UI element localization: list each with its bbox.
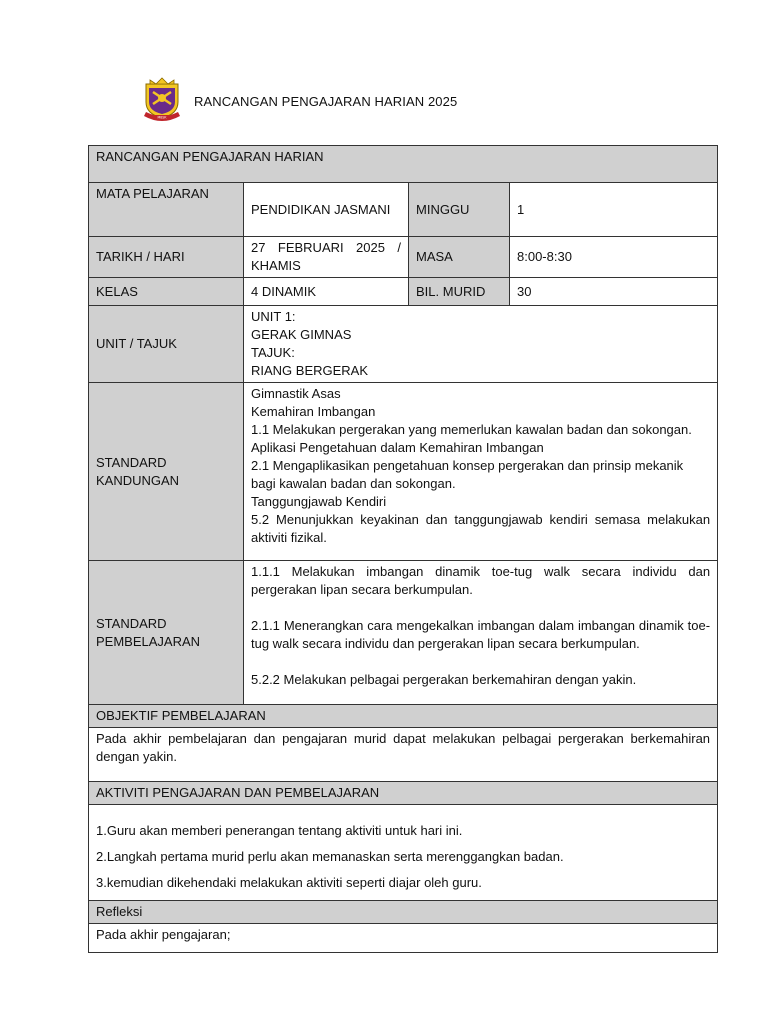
sp-item: 1.1.1 Melakukan imbangan dinamik toe-tug walk secara individu dan pergerakan lipan secara berkumpulan. [251,564,711,597]
aktiviti-label: AKTIVITI PENGAJARAN DAN PEMBELAJARAN [89,782,718,805]
bil-murid-label: BIL. MURID [409,278,510,306]
standard-kandungan-value [244,383,718,561]
standard-pembelajaran-value [244,561,718,705]
kelas-value: 4 DINAMIK [244,278,409,306]
sk-label-line: KANDUNGAN [96,472,180,488]
refleksi-text: Pada akhir pengajaran; [89,924,718,953]
aktiviti-item: 3.kemudian dikehendaki melakukan aktiviti seperti diajar oleh guru. [96,874,482,890]
minggu-label: MINGGU [409,183,510,237]
kelas-label: KELAS [89,278,244,306]
bil-murid-value: 30 [510,278,718,306]
mata-pelajaran-value: PENDIDIKAN JASMANI [244,183,409,237]
aktiviti-list [89,805,718,901]
svg-text:MBSK: MBSK [157,115,167,120]
sp-label-line: STANDARD [96,615,167,631]
sk-line: Aplikasi Pengetahuan dalam Kemahiran Imbangan [251,440,544,455]
standard-kandungan-label [89,383,244,561]
sk-line: Kemahiran Imbangan [251,404,376,419]
aktiviti-item: 2.Langkah pertama murid perlu akan memanaskan serta merenggangkan badan. [96,848,564,864]
sk-line: Gimnastik Asas [251,386,341,401]
unit-line: TAJUK: [251,345,295,360]
refleksi-label: Refleksi [89,901,718,924]
masa-label: MASA [409,237,510,278]
document-title: RANCANGAN PENGAJARAN HARIAN 2025 [194,93,458,109]
sp-label-line: PEMBELAJARAN [96,633,201,649]
school-crest-logo [140,76,184,124]
unit-line: UNIT 1: [251,309,296,324]
table-title: RANCANGAN PENGAJARAN HARIAN [89,146,718,183]
tarikh-value: 27 FEBRUARI 2025 / KHAMIS [244,237,409,278]
unit-tajuk-label: UNIT / TAJUK [89,306,244,383]
sk-line: Tanggungjawab Kendiri [251,494,387,509]
unit-line: GERAK GIMNAS [251,327,352,342]
mata-pelajaran-label: MATA PELAJARAN [89,183,244,237]
objektif-text: Pada akhir pembelajaran dan pengajaran murid dapat melakukan pelbagai pergerakan berkemahiran dengan yakin. [89,728,718,782]
standard-pembelajaran-label [89,561,244,705]
sp-item: 2.1.1 Menerangkan cara mengekalkan imbangan dalam imbangan dinamik toe-tug walk secara individu dan pergerakan lipan secara berkumpulan. [251,618,711,651]
sp-item: 5.2.2 Melakukan pelbagai pergerakan berkemahiran dengan yakin. [251,672,637,687]
sk-line: 1.1 Melakukan pergerakan yang memerlukan kawalan badan dan sokongan. [251,422,692,437]
tarikh-label: TARIKH / HARI [89,237,244,278]
lesson-plan-table [88,145,718,953]
document-header [140,76,457,124]
masa-value: 8:00-8:30 [510,237,718,278]
sk-line: 5.2 Menunjukkan keyakinan dan tanggungjawab kendiri semasa melakukan aktiviti fizikal. [251,512,711,545]
unit-line: RIANG BERGERAK [251,363,369,378]
sk-line: 2.1 Mengaplikasikan pengetahuan konsep pergerakan dan prinsip mekanik bagi kawalan badan dan sokongan. [251,458,684,491]
sk-label-line: STANDARD [96,454,167,470]
unit-tajuk-value [244,306,718,383]
minggu-value: 1 [510,183,718,237]
aktiviti-item: 1.Guru akan memberi penerangan tentang aktiviti untuk hari ini. [96,822,463,838]
objektif-label: OBJEKTIF PEMBELAJARAN [89,705,718,728]
